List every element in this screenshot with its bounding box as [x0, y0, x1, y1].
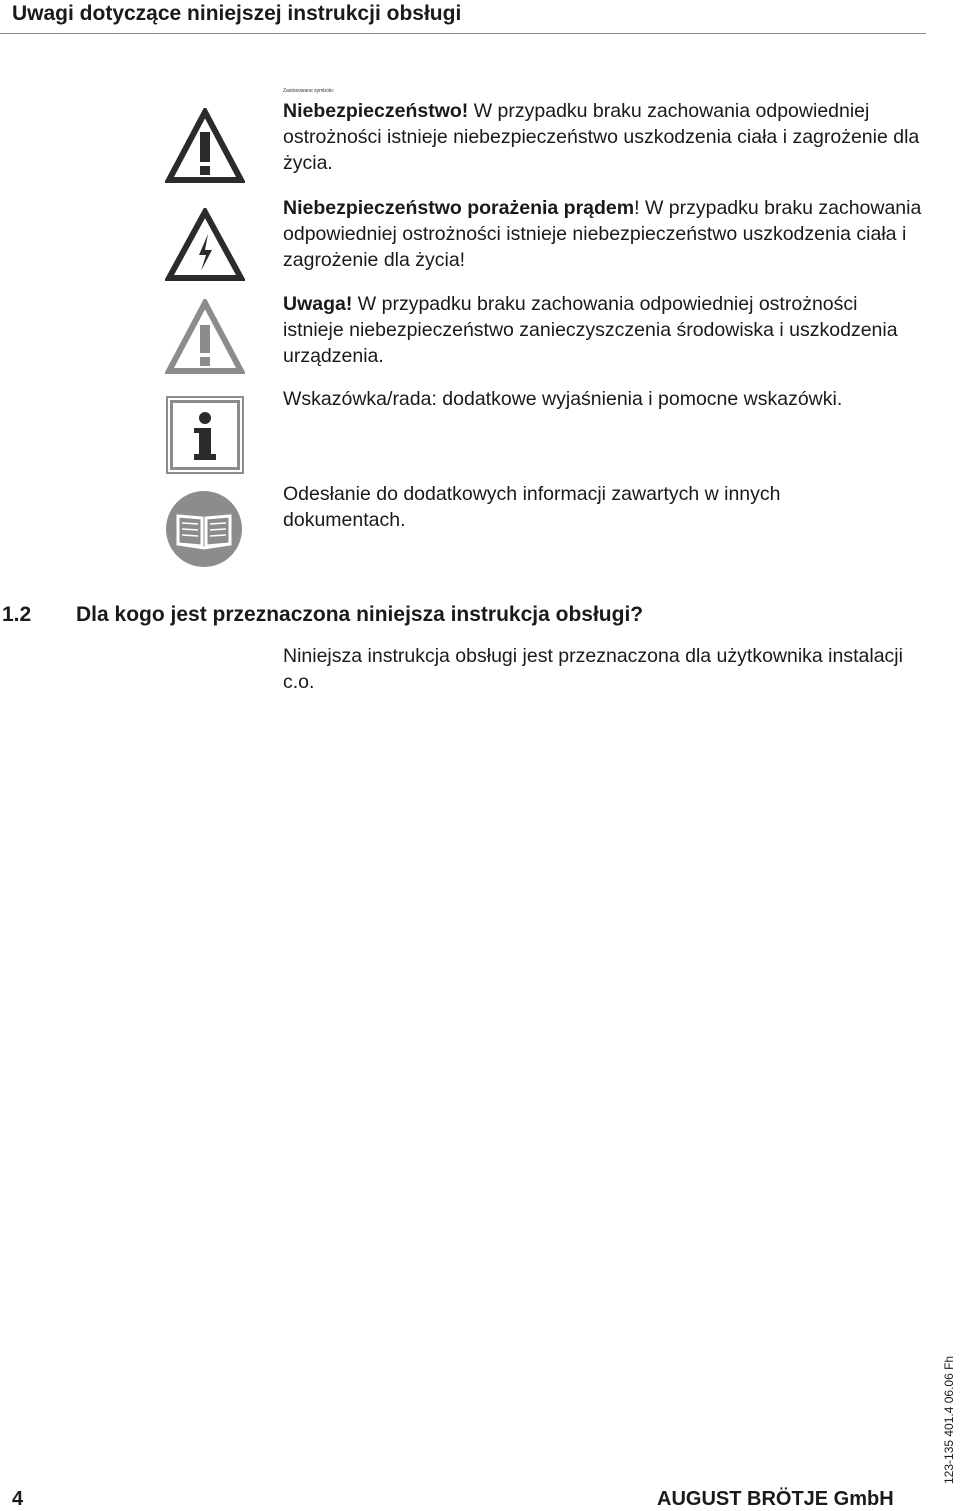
electric-shock-warning-icon: [165, 208, 245, 282]
section-number: 1.2: [2, 603, 32, 626]
notice-caution: [283, 291, 923, 369]
section-body: Niniejsza instrukcja obsługi jest przeznaczona dla użytkownika instalacji c.o.: [283, 645, 903, 693]
book-reference-icon: [165, 490, 243, 568]
notice-electric-heading: Niebezpieczeństwo porażenia prądem: [283, 197, 635, 219]
notice-info-text: Wskazówka/rada: dodatkowe wyjaśnienia i pomocne wskazówki.: [283, 388, 843, 410]
notice-electric-text: ! W przypadku braku zachowania odpowiedniej ostrożności istnieje niebezpieczeństwo uszkodzenia ciała i zagrożenie dla życia!: [283, 197, 922, 271]
company-name: AUGUST BRÖTJE GmbH: [657, 1488, 894, 1510]
info-icon: [166, 396, 244, 474]
danger-warning-icon: [165, 108, 245, 184]
notice-danger-text: W przypadku braku zachowania odpowiedniej ostrożności istnieje niebezpieczeństwo uszkodzenia ciała i zagrożenie dla życia.: [283, 100, 920, 174]
notice-reference-text: Odesłanie do dodatkowych informacji zawartych w innych dokumentach.: [283, 483, 781, 531]
section-title: Dla kogo jest przeznaczona niniejsza instrukcja obsługi?: [76, 603, 644, 626]
header-divider: [0, 33, 926, 34]
page-number: 4: [12, 1488, 24, 1510]
notice-caution-heading: Uwaga!: [283, 293, 353, 315]
notice-electric: [283, 195, 923, 273]
notice-danger: [283, 98, 923, 176]
page-header-title: Uwagi dotyczące niniejszej instrukcji obsługi: [12, 2, 462, 25]
caution-warning-icon: [165, 299, 245, 375]
document-code: 123-135 401.4 06.06 Fh: [942, 1355, 956, 1484]
notice-danger-heading: Niebezpieczeństwo!: [283, 100, 469, 122]
notice-info: [283, 386, 923, 412]
symbols-label: Zastosowane symbole:: [283, 88, 335, 94]
notice-reference: [283, 481, 863, 533]
notice-caution-text: W przypadku braku zachowania odpowiedniej ostrożności istnieje niebezpieczeństwo zanieczyszczenia środowiska i uszkodzenia urządzenia.: [283, 293, 898, 367]
